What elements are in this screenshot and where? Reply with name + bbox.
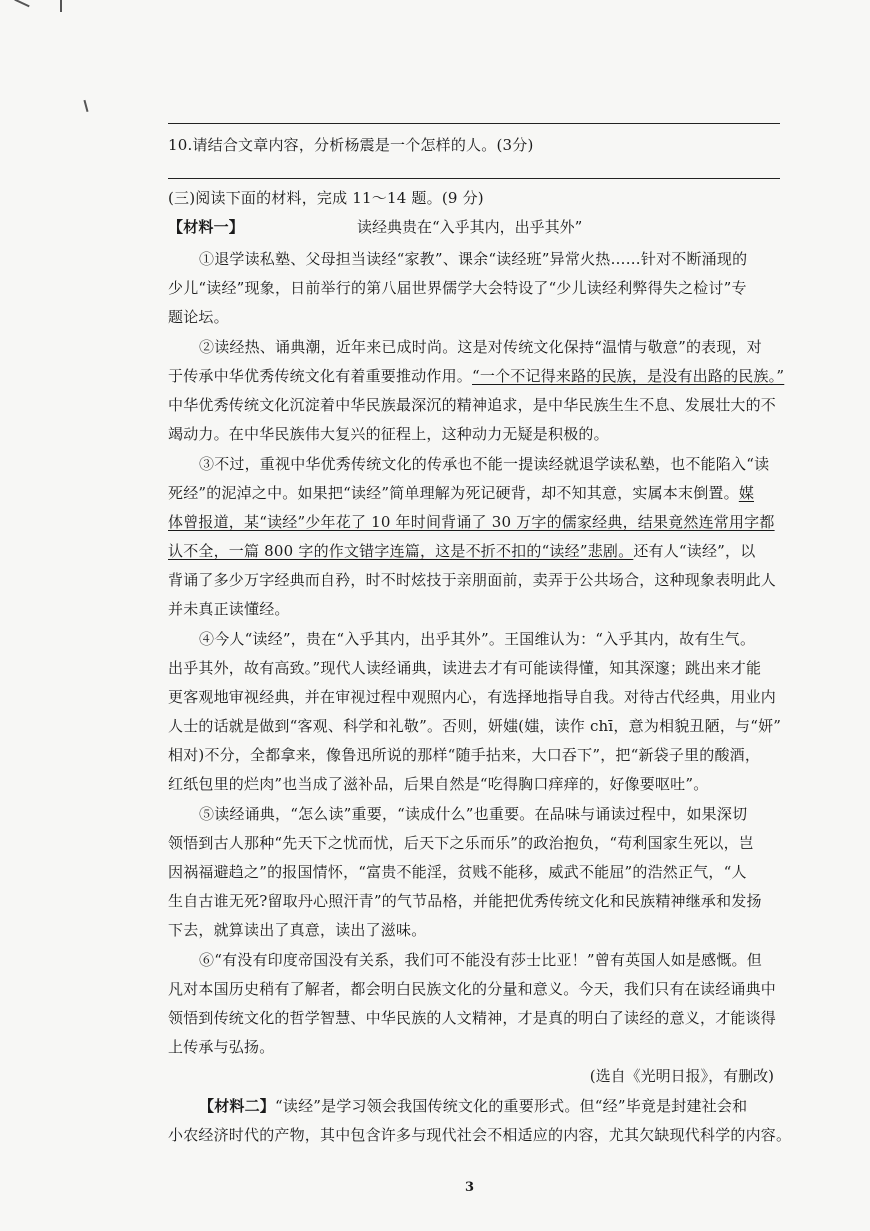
answer-line — [168, 123, 780, 124]
para-5-line-3: 因祸福避趋之”的报国情怀，“富贵不能淫，贫贱不能移，威武不能屈”的浩然正气，“人 — [168, 863, 747, 881]
para-5-line-2: 领悟到古人那种“先天下之忧而忧，后天下之乐而乐”的政治抱负，“苟利国家生死以，岂 — [168, 834, 755, 852]
answer-line — [168, 178, 780, 179]
para-4-line-2: 出乎其外，故有高致。”现代人读经诵典，读进去才有可能读得懂，知其深邃；跳出来才能 — [168, 659, 762, 677]
source-citation: (选自《光明日报》，有删改) — [589, 1067, 774, 1085]
para-3-line-3-underlined: 体曾报道，某“读经”少年花了 10 年时间背诵了 30 万字的儒家经典，结果竟然连常用字都 — [168, 513, 775, 531]
material-1-label: 【材料一】 — [168, 218, 245, 236]
para-2-line-1: ②读经热、诵典潮，近年来已成时尚。这是对传统文化保持“温情与敬意”的表现，对 — [199, 338, 762, 356]
underlined-quote: “一个不记得来路的民族，是没有出路的民族。” — [472, 367, 785, 385]
para-6-line-1: ⑥“有没有印度帝国没有关系，我们可不能没有莎士比亚！”曾有英国人如是感慨。但 — [199, 951, 762, 969]
para-4-line-1: ④今人“读经”，贵在“入乎其内，出乎其外”。王国维认为：“入乎其内，故有生气。 — [199, 630, 756, 648]
page-number: 3 — [465, 1180, 475, 1195]
para-2-text: 于传承中华优秀传统文化有着重要推动作用。 — [168, 367, 473, 385]
para-2-line-4: 竭动力。在中华民族伟大复兴的征程上，这种动力无疑是积极的。 — [168, 425, 609, 443]
para-3-line-6: 并未真正读懂经。 — [168, 600, 290, 618]
para-1-line-2: 少儿“读经”现象，日前举行的第八届世界儒学大会特设了“少儿读经利弊得失之检讨”专 — [168, 279, 747, 297]
para-3-line-4 — [168, 541, 780, 561]
para-4-line-5: 相对)不分，全都拿来，像鲁迅所说的那样“随手拈来，大口吞下”，把“新袋子里的酸酒， — [168, 746, 761, 764]
scan-mark — [60, 0, 62, 12]
para-5-line-1: ⑤读经诵典，“怎么读”重要，“读成什么”也重要。在品味与诵读过程中，如果深切 — [199, 805, 748, 823]
para-6-line-2: 凡对本国历史稍有了解者，都会明白民族文化的分量和意义。今天，我们只有在读经诵典中 — [168, 980, 777, 998]
underlined-text: 媒 — [738, 484, 755, 502]
scan-mark — [83, 100, 88, 112]
para-6-line-3: 领悟到传统文化的哲学智慧、中华民族的人文精神，才是真的明白了读经的意义，才能谈得 — [168, 1009, 777, 1027]
para-4-line-6: 红纸包里的烂肉”也当成了滋补品，后果自然是“吃得胸口痒痒的，好像要呕吐”。 — [168, 775, 709, 793]
material-2-text: “读经”是学习领会我国传统文化的重要形式。但“经”毕竟是封建社会和 — [275, 1097, 748, 1115]
para-4-line-4: 人士的话就是做到“客观、科学和礼敬”。否则，妍媸(媸，读作 chī，意为相貌丑陋，与“妍” — [168, 717, 782, 735]
scan-mark — [14, 0, 29, 7]
para-4-line-3: 更客观地审视经典，并在审视过程中观照内心，有选择地指导自我。对待古代经典，用业内 — [168, 688, 777, 706]
para-5-line-5: 下去，就算读出了真意，读出了滋味。 — [168, 921, 427, 939]
para-5-line-4: 生自古谁无死?留取丹心照汗青”的气节品格，并能把优秀传统文化和民族精神继承和发扬 — [168, 892, 762, 910]
material-1-title: 读经典贵在“入乎其内，出乎其外” — [357, 218, 583, 236]
para-1-line-1: ①退学读私塾、父母担当读经“家教”、课余“读经班”异常火热……针对不断涌现的 — [199, 250, 748, 268]
para-2-line-3: 中华优秀传统文化沉淀着中华民族最深沉的精神追求，是中华民族生生不息、发展壮大的不 — [168, 396, 777, 414]
para-3-text: 死经”的泥淖之中。如果把“读经”简单理解为死记硬背，却不知其意，实属本末倒置。 — [168, 484, 739, 502]
question-10: 10.请结合文章内容，分析杨震是一个怎样的人。(3分) — [168, 136, 534, 154]
material-2-line-2: 小农经济时代的产物，其中包含许多与现代社会不相适应的内容，尤其欠缺现代科学的内容。 — [168, 1126, 792, 1144]
para-3-line-5: 背诵了多少万字经典而自矜，时不时炫技于亲朋面前，卖弄于公共场合，这种现象表明此人 — [168, 571, 777, 589]
para-2-line-2 — [168, 366, 785, 386]
para-3-text: 还有人“读经”，以 — [633, 542, 756, 560]
para-3-line-2 — [168, 483, 780, 503]
material-2-label: 【材料二】 — [199, 1097, 276, 1115]
underlined-text: 认不全，一篇 800 字的作文错字连篇，这是不折不扣的“读经”悲剧。 — [168, 542, 634, 560]
para-6-line-4: 上传承与弘扬。 — [168, 1038, 275, 1056]
material-2-line-1 — [199, 1096, 780, 1116]
para-1-line-3: 题论坛。 — [168, 308, 229, 326]
section-3-heading: (三)阅读下面的材料，完成 11～14 题。(9 分) — [168, 189, 484, 207]
para-3-line-1: ③不过，重视中华优秀传统文化的传承也不能一提读经就退学读私塾，也不能陷入“读 — [199, 455, 770, 473]
